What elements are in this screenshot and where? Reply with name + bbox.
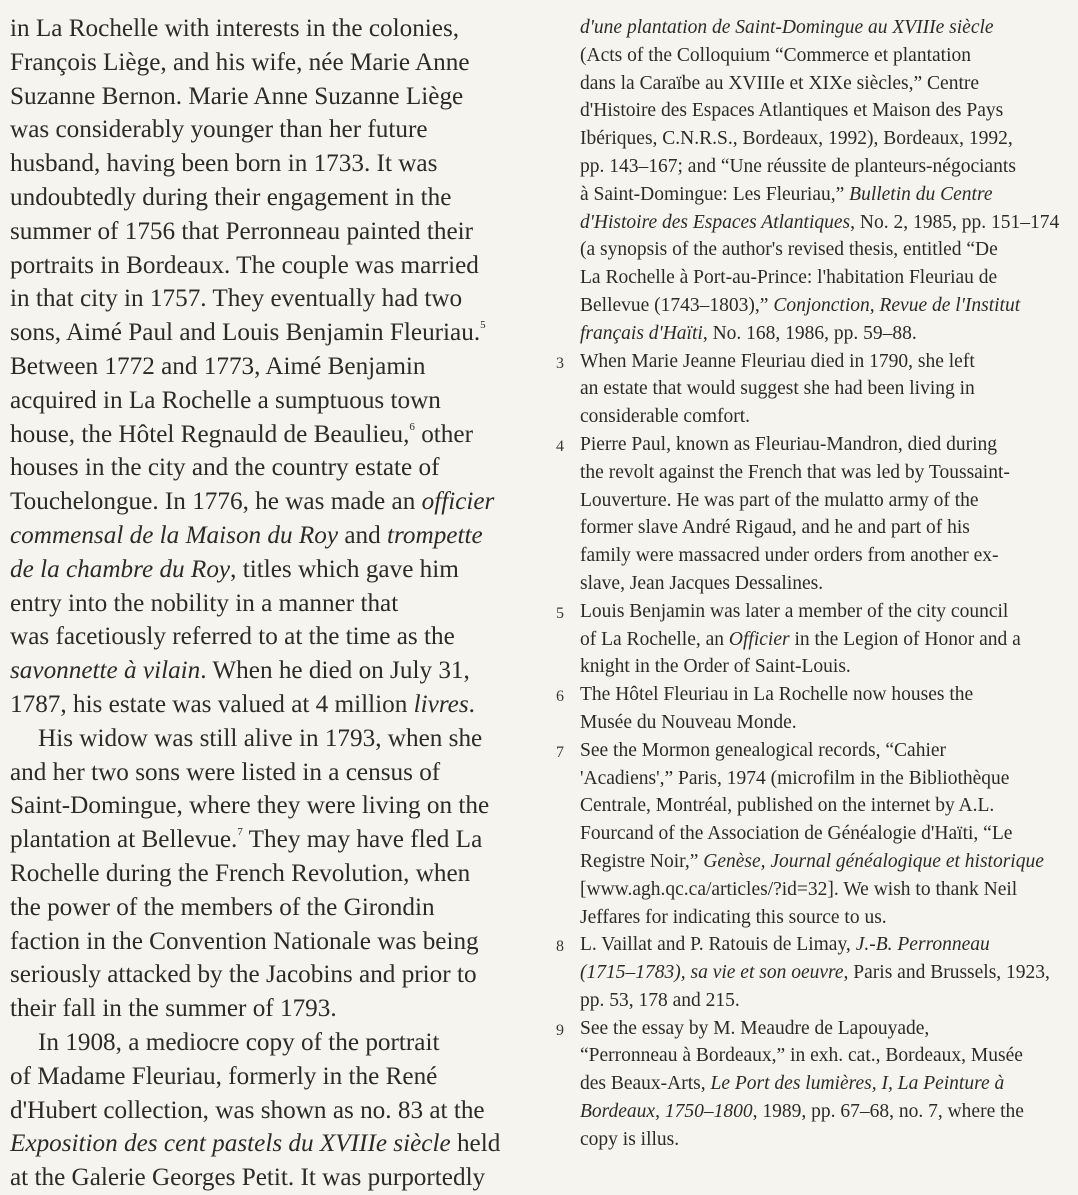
italic-text: Bulletin du Centre [849,183,993,205]
footnote-text [556,14,1068,348]
text-line [580,320,1068,348]
footnote-number: 3 [556,354,564,372]
text-line [580,709,1068,737]
text-segment: and her two sons were listed in a census of [10,758,441,786]
text-line [10,1060,530,1094]
text-segment: portraits in Bordeaux. The couple was married [10,251,479,279]
text-line [580,125,1068,153]
text-line [10,147,530,181]
italic-text: Bordeaux, 1750–1800 [580,1101,753,1123]
text-line [580,598,1068,626]
text-line [580,431,1068,459]
text-segment: 1787, his estate was valued at 4 million [10,690,414,718]
footnotes-column [556,14,1068,1154]
text-segment: and [338,521,388,549]
text-segment: Musée du Nouveau Monde. [580,711,797,733]
text-line [580,264,1068,292]
italic-text: Officier [728,628,790,650]
text-segment: copy is illus. [580,1128,680,1150]
italic-text: commensal de la Maison du Roy [10,521,339,549]
text-line [10,1026,530,1060]
text-line [580,292,1068,320]
text-segment: considerable comfort. [580,406,751,428]
text-segment: (a synopsis of the author's revised thesis, entitled “De [580,239,998,261]
text-segment: house, the Hôtel Regnauld de Beaulieu, [10,420,410,448]
text-segment: Touchelongue. In 1776, he was made an [10,488,422,516]
text-segment: , 1989, pp. 67–68, no. 7, where the [752,1101,1024,1123]
text-line [10,925,530,959]
text-segment: Fourcand of the Association de Généalogie d'Haïti, “Le [580,823,1013,845]
text-segment: the revolt against the French that was led by Toussaint- [580,461,1010,483]
text-line [580,848,1068,876]
text-segment: other [414,420,473,448]
footnote-number: 6 [556,688,564,706]
italic-text: Le Port des lumières, I, La Peinture à [710,1073,1005,1095]
text-segment: Suzanne Bernon. Marie Anne Suzanne Liège [10,82,464,110]
text-segment: of La Rochelle, an [580,628,729,650]
text-line [10,113,530,147]
text-segment: in that city in 1757. They eventually had two [10,285,463,313]
footnote-number: 9 [556,1021,564,1039]
text-segment: husband, having been born in 1733. It was [10,150,438,178]
italic-text: J.-B. Perronneau [855,934,990,956]
text-line [10,350,530,384]
footnote [556,681,1068,737]
text-line [580,153,1068,181]
text-line [580,348,1068,376]
text-line [10,1161,530,1195]
text-segment: held [450,1130,501,1158]
text-line [10,654,530,688]
footnote-text [556,598,1068,681]
text-line [10,12,530,46]
text-segment: an estate that would suggest she had been living in [580,378,975,400]
text-segment: faction in the Convention Nationale was being [10,927,479,955]
text-line [580,653,1068,681]
text-line [580,876,1068,904]
footnote [556,431,1068,598]
footnote-text [556,737,1068,932]
footnote [556,598,1068,681]
text-segment: at the Galerie Georges Petit. It was purportedly [10,1164,486,1192]
text-segment: pp. 53, 178 and 215. [580,989,740,1011]
text-segment: , No. 168, 1986, pp. 59–88. [702,322,917,344]
text-segment: Centrale, Montréal, published on the internet by A.L. [580,795,995,817]
text-segment: (Acts of the Colloquium “Commerce et plantation [580,44,971,66]
text-line [580,737,1068,765]
text-segment: à Saint-Domingue: Les Fleuriau,” [580,183,850,205]
text-segment: The Hôtel Fleuriau in La Rochelle now houses the [580,684,974,706]
italic-text: officier [421,488,495,516]
text-line [580,792,1068,820]
text-line [10,181,530,215]
text-segment: Saint-Domingue, where they were living on the [10,792,490,820]
text-segment: Ibériques, C.N.R.S., Bordeaux, 1992), Bordeaux, 1992, [580,128,1013,150]
text-line [10,688,530,722]
text-line [580,570,1068,598]
text-segment: They may have fled La [242,826,483,854]
footnote [556,348,1068,431]
footnote-text [556,431,1068,598]
text-segment: 'Acadiens',” Paris, 1974 (microfilm in the Bibliothèque [580,767,1010,789]
text-segment: , No. 2, 1985, pp. 151–174 [850,211,1060,233]
footnote-text [556,1015,1068,1154]
text-segment: sons, Aimé Paul and Louis Benjamin Fleuriau. [10,319,481,347]
text-segment: , Paris and Brussels, 1923, [843,962,1050,984]
text-segment: in La Rochelle with interests in the colonies, [10,15,460,42]
footnote-text [556,931,1068,1014]
text-line [10,215,530,249]
text-segment: was considerably younger than her future [10,116,428,144]
text-line [10,857,530,891]
footnote-number: 7 [556,743,564,761]
text-segment: Rochelle during the French Revolution, when [10,859,471,887]
text-segment: Jeffares for indicating this source to us. [580,906,887,928]
text-line [580,403,1068,431]
text-line [10,958,530,992]
text-line [580,209,1068,237]
text-line [580,931,1068,959]
text-line [10,1127,530,1161]
footnote-reference: 7 [237,826,243,839]
italic-text: livres [413,690,469,718]
text-segment: “Perronneau à Bordeaux,” in exh. cat., Bordeaux, Musée [580,1045,1023,1067]
footnote [556,737,1068,932]
text-line [10,992,530,1026]
text-segment: the power of the members of the Girondin [10,893,435,921]
footnote-text [556,681,1068,737]
text-segment: was facetiously referred to at the time as the [10,623,455,651]
text-line [10,316,530,350]
text-segment: When Marie Jeanne Fleuriau died in 1790, she left [580,350,975,372]
text-segment: their fall in the summer of 1793. [10,995,337,1023]
text-line [580,181,1068,209]
text-line [10,519,530,553]
footnote-text [556,348,1068,431]
footnote [556,1015,1068,1154]
text-segment: d'Histoire des Espaces Atlantiques et Maison des Pays [580,100,1004,122]
text-segment: See the Mormon genealogical records, “Cahier [580,739,947,761]
text-segment: of Madame Fleuriau, formerly in the René [10,1062,438,1090]
text-line [10,756,530,790]
text-line [580,487,1068,515]
text-segment: Bellevue (1743–1803),” [580,294,774,316]
text-segment: plantation at Bellevue. [10,826,238,854]
italic-text: d'une plantation de Saint-Domingue au XVIIIe siècle [580,17,994,38]
text-segment: family were massacred under orders from another ex- [580,545,999,567]
text-segment: His widow was still alive in 1793, when she [38,724,483,752]
text-segment: seriously attacked by the Jacobins and prior to [10,961,477,989]
text-segment: Between 1772 and 1773, Aimé Benjamin [10,352,426,380]
text-line [580,959,1068,987]
text-line [580,236,1068,264]
text-line [10,451,530,485]
text-segment: . When he died on July 31, [200,657,470,685]
footnote-reference: 6 [409,420,415,433]
text-segment: pp. 143–167; and “Une réussite de planteurs-négociants [580,155,1016,177]
text-segment: [www.agh.qc.ca/articles/?id=32]. We wish to thank Neil [580,878,1018,900]
footnote-number: 8 [556,938,564,956]
text-line [10,722,530,756]
text-line [580,514,1068,542]
text-line [580,987,1068,1015]
text-segment: in the Legion of Honor and a [789,628,1021,650]
text-segment: d'Hubert collection, was shown as no. 83 at the [10,1096,485,1124]
text-line [580,375,1068,403]
text-line [10,553,530,587]
footnote-number: 4 [556,437,564,455]
text-line [580,542,1068,570]
text-segment: entry into the nobility in a manner that [10,589,399,617]
text-segment: dans la Caraïbe au XVIIIe et XIXe siècles,” Centre [580,72,980,94]
main-text-column [10,12,530,1195]
text-line [10,418,530,452]
text-line [580,1070,1068,1098]
footnote-reference: 5 [480,319,486,332]
text-segment: houses in the city and the country estate of [10,454,440,482]
text-line [10,587,530,621]
text-line [10,891,530,925]
text-line [10,485,530,519]
text-segment: . [468,690,475,718]
text-segment: L. Vaillat and P. Ratouis de Limay, [580,934,856,956]
italic-text: Conjonction, Revue de l'Institut [773,294,1021,316]
italic-text: d'Histoire des Espaces Atlantiques [580,211,851,233]
text-segment: Registre Noir,” [580,850,704,872]
footnote [556,14,1068,348]
text-segment: In 1908, a mediocre copy of the portrait [38,1028,440,1056]
text-line [10,384,530,418]
text-line [580,70,1068,98]
italic-text: français d'Haïti [580,322,703,344]
text-segment: Louis Benjamin was later a member of the city council [580,600,1009,622]
text-segment: des Beaux-Arts, [580,1073,711,1095]
text-line [10,823,530,857]
text-line [10,249,530,283]
text-segment: summer of 1756 that Perronneau painted their [10,217,474,245]
text-line [580,1042,1068,1070]
footnote [556,931,1068,1014]
footnote-number: 5 [556,604,564,622]
text-segment: former slave André Rigaud, and he and part of his [580,517,970,539]
text-line [10,282,530,316]
text-segment: François Liège, and his wife, née Marie Anne [10,48,470,76]
text-line [10,789,530,823]
italic-text: Genèse, Journal généalogique et historique [703,850,1044,872]
italic-text: savonnette à vilain [10,657,201,685]
text-segment: knight in the Order of Saint-Louis. [580,656,851,678]
italic-text: trompette [387,521,483,549]
text-line [580,1015,1068,1043]
text-line [10,620,530,654]
italic-text: de la chambre du Roy [10,555,231,583]
text-line [10,1094,530,1128]
text-line [580,459,1068,487]
text-segment: See the essay by M. Meaudre de Lapouyade, [580,1017,930,1039]
text-line [580,42,1068,70]
text-line [580,1126,1068,1154]
text-segment: acquired in La Rochelle a sumptuous town [10,386,441,414]
italic-text: Exposition des cent pastels du XVIIIe siècle [10,1130,451,1158]
text-line [580,820,1068,848]
text-segment: undoubtedly during their engagement in the [10,183,452,211]
text-segment: slave, Jean Jacques Dessalines. [580,572,824,594]
text-line [580,765,1068,793]
text-line [580,97,1068,125]
text-line [580,1098,1068,1126]
text-line [10,80,530,114]
text-segment: , titles which gave him [230,555,459,583]
text-line [580,14,1068,42]
text-segment: La Rochelle à Port-au-Prince: l'habitation Fleuriau de [580,267,998,289]
text-segment: Pierre Paul, known as Fleuriau-Mandron, died during [580,433,998,455]
text-line [580,681,1068,709]
text-segment: Louverture. He was part of the mulatto army of the [580,489,979,511]
text-line [580,904,1068,932]
italic-text: (1715–1783), sa vie et son oeuvre [580,962,844,984]
text-line [10,46,530,80]
text-line [580,626,1068,654]
